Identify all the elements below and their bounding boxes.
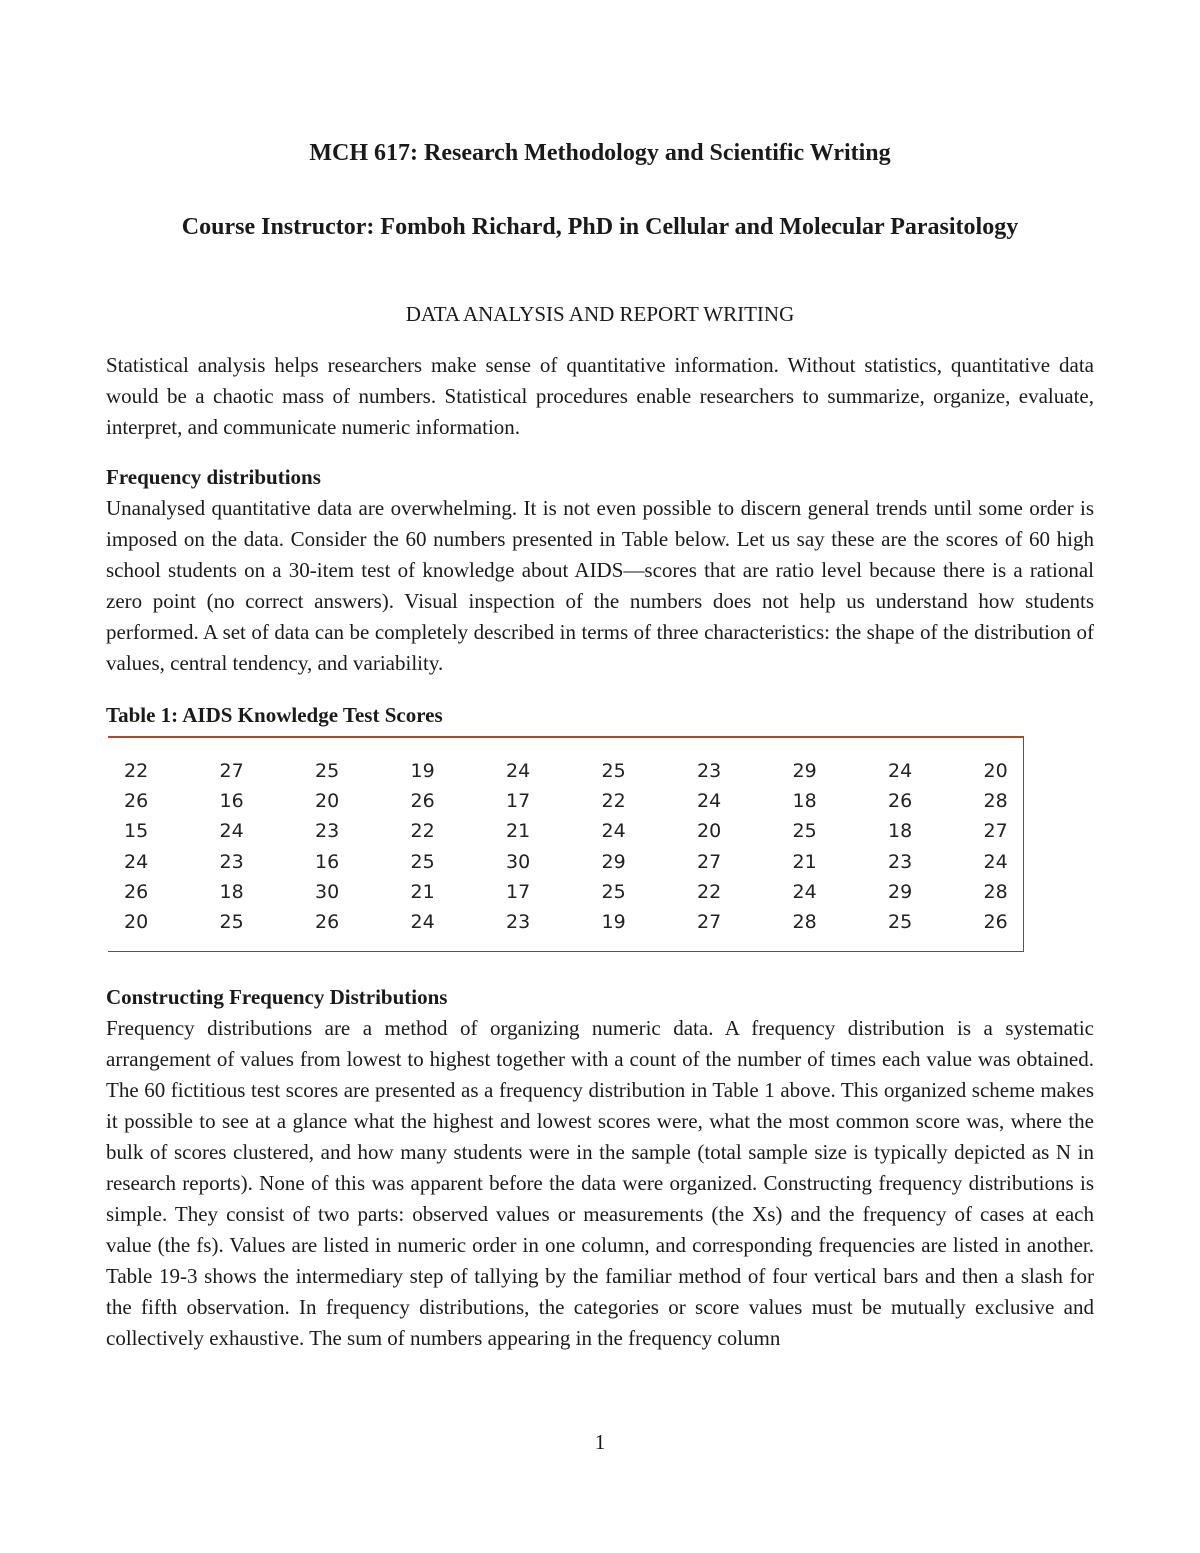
score-cell: 25 bbox=[601, 760, 626, 782]
constructing-frequency-distributions-heading: Constructing Frequency Distributions bbox=[106, 985, 448, 1009]
score-cell: 28 bbox=[792, 910, 817, 933]
score-cell: 25 bbox=[219, 910, 244, 933]
score-cell: 24 bbox=[792, 880, 817, 903]
frequency-distributions-paragraph: Unanalysed quantitative data are overwhelming. It is not even possible to discern general trends until some order is imposed on the data. Consider the 60 numbers presented in Table below. Let us say these are the scores of 60 high school students on a 30-item test of knowledge about AIDS—scores that are ratio level because there is a rational zero point (no correct answers). Visual inspection of the numbers does not help us understand how students performed. A set of data can be completely described in terms of three characteristics: the shape of the distribution of values, central tendency, and variability. bbox=[106, 496, 1094, 675]
score-cell: 24 bbox=[983, 850, 1008, 873]
score-cell: 23 bbox=[219, 850, 244, 873]
score-cell: 26 bbox=[315, 910, 340, 933]
score-cell: 16 bbox=[219, 790, 244, 813]
score-cell: 29 bbox=[888, 880, 913, 903]
page-number: 1 bbox=[594, 1430, 606, 1454]
score-cell: 26 bbox=[124, 880, 149, 903]
score-cell: 20 bbox=[697, 820, 722, 843]
score-cell: 25 bbox=[315, 760, 340, 782]
score-cell: 25 bbox=[601, 880, 626, 903]
score-cell: 21 bbox=[506, 820, 531, 843]
score-cell: 30 bbox=[506, 850, 531, 873]
score-cell: 25 bbox=[792, 820, 817, 843]
score-cell: 26 bbox=[124, 790, 149, 813]
score-cell: 28 bbox=[983, 790, 1008, 813]
score-cell: 23 bbox=[315, 820, 340, 843]
score-cell: 27 bbox=[219, 760, 244, 782]
score-cell: 26 bbox=[410, 790, 435, 813]
score-cell: 22 bbox=[124, 760, 149, 782]
score-cell: 22 bbox=[410, 820, 435, 843]
score-cell: 15 bbox=[124, 820, 149, 843]
score-table bbox=[108, 736, 1024, 952]
frequency-distributions-heading: Frequency distributions bbox=[106, 465, 321, 489]
table-caption: Table 1: AIDS Knowledge Test Scores bbox=[106, 703, 443, 727]
score-cell: 24 bbox=[601, 820, 626, 843]
score-cell: 29 bbox=[792, 760, 817, 782]
intro-paragraph: Statistical analysis helps researchers make sense of quantitative information. Without statistics, quantitative data would be a chaotic mass of numbers. Statistical procedures enable researchers to summarize, organize, evaluate, interpret, and communicate numeric information. bbox=[106, 353, 1094, 439]
score-cell: 24 bbox=[410, 910, 435, 933]
score-cell: 22 bbox=[601, 790, 626, 813]
score-cell: 24 bbox=[888, 760, 913, 782]
score-cell: 20 bbox=[983, 760, 1008, 782]
score-cell: 17 bbox=[506, 790, 531, 813]
score-cell: 24 bbox=[219, 820, 244, 843]
score-cell: 26 bbox=[888, 790, 913, 813]
score-cell: 16 bbox=[315, 850, 340, 873]
score-cell: 22 bbox=[697, 880, 722, 903]
score-cell: 23 bbox=[506, 910, 531, 933]
constructing-frequency-distributions-paragraph: Frequency distributions are a method of organizing numeric data. A frequency distribution is a systematic arrangement of values from lowest to highest together with a count of the number of times each value was obtained. The 60 fictitious test scores are presented as a frequency distribution in Table 1 above. This organized scheme makes it possible to see at a glance what the highest and lowest scores were, what the most common score was, where the bulk of scores clustered, and how many students were in the sample (total sample size is typically depicted as N in research reports). None of this was apparent before the data were organized. Constructing frequency distributions is simple. They consist of two parts: observed values or measurements (the Xs) and the frequency of cases at each value (the fs). Values are listed in numeric order in one column, and corresponding frequencies are listed in another. Table 19-3 shows the intermediary step of tallying by the familiar method of four vertical bars and then a slash for the fifth observation. In frequency distributions, the categories or score values must be mutually exclusive and collectively exhaustive. The sum of numbers appearing in the frequency column bbox=[106, 1016, 1094, 1350]
score-cell: 20 bbox=[124, 910, 149, 933]
score-cell: 24 bbox=[506, 760, 531, 782]
score-cell: 26 bbox=[983, 910, 1008, 933]
score-cell: 24 bbox=[124, 850, 149, 873]
score-cell: 18 bbox=[888, 820, 913, 843]
course-instructor: Course Instructor: Fomboh Richard, PhD in Cellular and Molecular Parasitology bbox=[181, 214, 1019, 240]
score-cell: 21 bbox=[410, 880, 435, 903]
section-title: DATA ANALYSIS AND REPORT WRITING bbox=[405, 302, 795, 326]
score-grid bbox=[124, 756, 1079, 937]
score-cell: 18 bbox=[219, 880, 244, 903]
score-cell: 27 bbox=[697, 850, 722, 873]
score-cell: 17 bbox=[506, 880, 531, 903]
score-cell: 25 bbox=[410, 850, 435, 873]
score-cell: 30 bbox=[315, 880, 340, 903]
score-cell: 21 bbox=[792, 850, 817, 873]
score-cell: 23 bbox=[697, 760, 722, 782]
score-cell: 19 bbox=[601, 910, 626, 933]
score-cell: 25 bbox=[888, 910, 913, 933]
score-cell: 19 bbox=[410, 760, 435, 782]
course-title: MCH 617: Research Methodology and Scientific Writing bbox=[309, 140, 891, 166]
score-cell: 28 bbox=[983, 880, 1008, 903]
score-cell: 27 bbox=[983, 820, 1008, 843]
score-cell: 18 bbox=[792, 790, 817, 813]
score-cell: 23 bbox=[888, 850, 913, 873]
score-cell: 20 bbox=[315, 790, 340, 813]
score-cell: 27 bbox=[697, 910, 722, 933]
score-cell: 24 bbox=[697, 790, 722, 813]
score-cell: 29 bbox=[601, 850, 626, 873]
